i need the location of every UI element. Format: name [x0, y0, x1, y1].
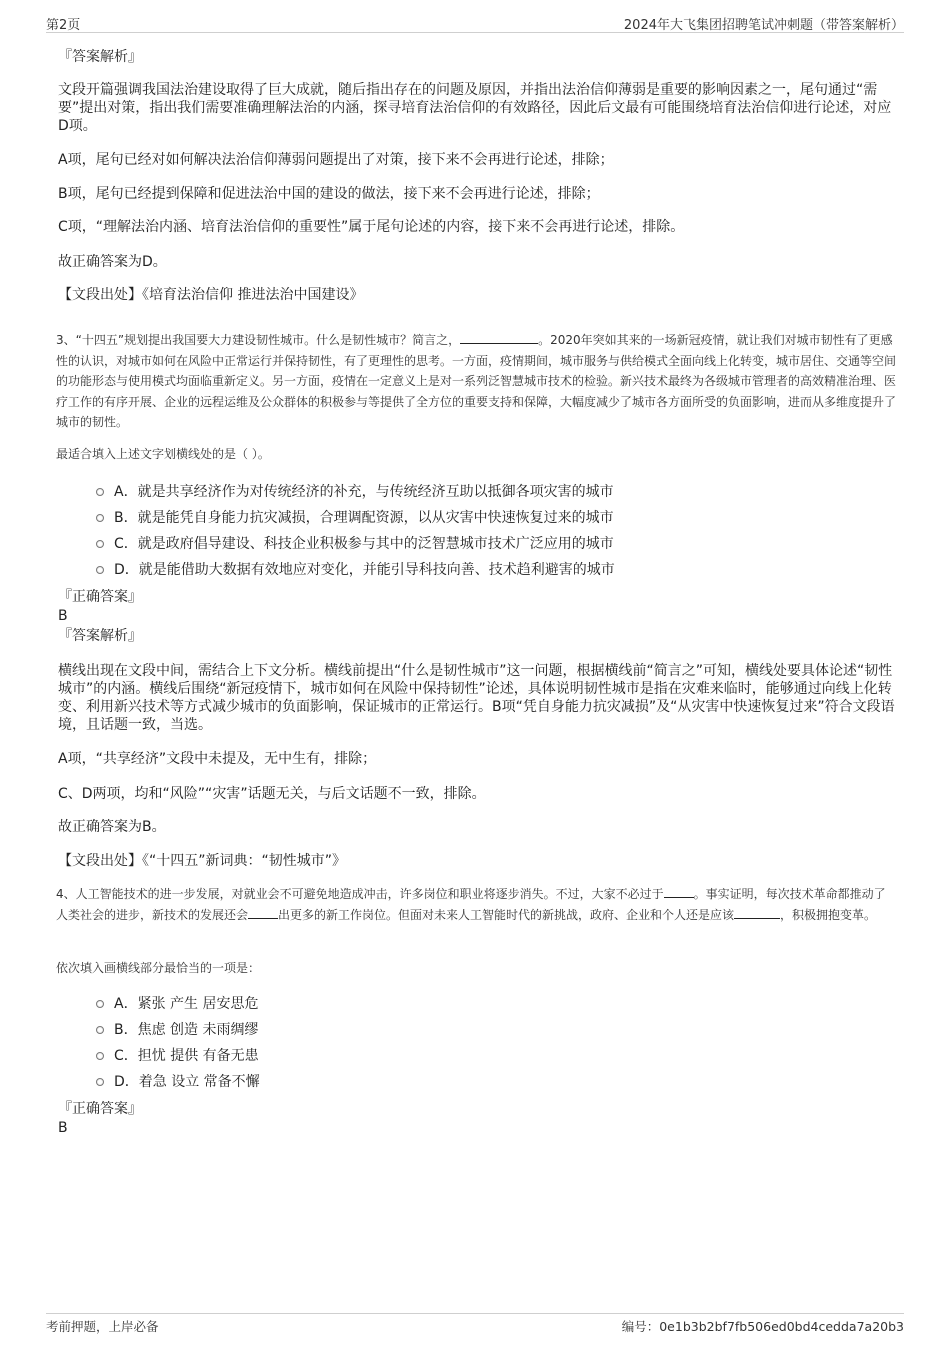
q4-option-d[interactable]	[96, 1069, 876, 1095]
document-title: 2024年大飞集团招聘笔试冲刺题（带答案解析）	[623, 18, 904, 33]
q2-analysis-option-a: A项，尾句已经对如何解决法治信仰薄弱问题提出了对策，接下来不会再进行论述，排除；	[58, 152, 614, 168]
radio-icon[interactable]	[96, 514, 104, 522]
q3-source: 【文段出处】《“十四五”新词典：“韧性城市”》	[58, 853, 347, 869]
document-code-value: 0e1b3b2bf7fb506ed0bd4cedda7a20b3	[659, 1319, 904, 1334]
q3-options	[96, 479, 876, 583]
q3-conclusion: 故正确答案为B。	[58, 819, 166, 835]
q4-blank-1	[664, 884, 694, 898]
page-header	[46, 14, 904, 33]
q4-stem-part-3: 出更多的新工作岗位。但面对未来人工智能时代的新挑战，政府、企业和个人还是应该	[278, 907, 735, 922]
document-code-label: 编号：	[621, 1319, 660, 1334]
radio-icon[interactable]	[96, 1052, 104, 1060]
q3-answer-title: 『正确答案』	[58, 589, 142, 605]
q4-stem-part-2: 。事实证明，每次技术革命都推动了人类社会的进步，新技术的发展还会	[56, 887, 886, 922]
q3-option-b[interactable]	[96, 505, 876, 531]
q2-analysis-option-c: C项，“理解法治内涵、培育法治信仰的重要性”属于尾句论述的内容，接下来不会再进行论述，排除。	[58, 219, 685, 235]
q2-analysis-paragraph: 文段开篇强调我国法治建设取得了巨大成就，随后指出存在的问题及原因，并指出法治信仰薄弱是重要的影响因素之一，尾句通过“需要”提出对策，指出我们需要准确理解法治的内涵，探寻培育法治信仰的有效路径，因此后文最有可能围绕培育法治信仰进行论述，对应D项。	[58, 82, 892, 134]
footer-slogan: 考前押题，上岸必备	[46, 1319, 159, 1334]
q3-option-d-label: D．就是能借助大数据有效地应对变化，并能引导科技向善、技术趋利避害的城市	[114, 562, 615, 578]
q4-options	[96, 991, 876, 1095]
q4-option-b-label: B．焦虑 创造 未雨绸缪	[114, 1022, 259, 1038]
q2-conclusion: 故正确答案为D。	[58, 254, 167, 270]
radio-icon[interactable]	[96, 1000, 104, 1008]
q4-option-c-label: C．担忧 提供 有备无患	[114, 1048, 259, 1064]
q4-answer-title: 『正确答案』	[58, 1101, 142, 1117]
q4-option-a[interactable]	[96, 991, 876, 1017]
q3-option-a[interactable]	[96, 479, 876, 505]
radio-icon[interactable]	[96, 540, 104, 548]
q4-blank-2	[248, 905, 278, 919]
q4-option-b[interactable]	[96, 1017, 876, 1043]
q3-prompt: 最适合填入上述文字划横线处的是（ ）。	[56, 447, 270, 461]
q4-answer: B	[58, 1120, 68, 1136]
page-number: 第2页	[46, 18, 81, 33]
q3-analysis-paragraph: 横线出现在文段中间，需结合上下文分析。横线前提出“什么是韧性城市”这一问题，根据横线前“简言之”可知，横线处要具体论述“韧性城市”的内涵。横线后围绕“新冠疫情下，城市如何在风险中保持韧性”论述，具体说明韧性城市是指在灾难来临时，能够通过向线上化转变、利用新兴技术等方式减少城市的负面影响，保证城市的正常运行。B项“凭自身能力抗灾减损”及“从灾害中快速恢复过来”符合文段语境，且话题一致，当选。	[58, 663, 895, 733]
q3-stem-before: 3、“十四五”规划提出我国要大力建设韧性城市。什么是韧性城市？简言之，	[56, 333, 461, 347]
q3-option-c-label: C．就是政府倡导建设、科技企业积极参与其中的泛智慧城市技术广泛应用的城市	[114, 536, 614, 552]
radio-icon[interactable]	[96, 566, 104, 574]
q3-option-b-label: B．就是能凭自身能力抗灾减损，合理调配资源，以从灾害中快速恢复过来的城市	[114, 510, 614, 526]
q3-answer: B	[58, 608, 68, 624]
page-footer	[46, 1313, 904, 1334]
q4-stem-part-4: ，积极拥抱变革。	[780, 907, 877, 922]
document-code	[622, 1317, 904, 1335]
q3-analysis-option-cd: C、D两项，均和“风险”“灾害”话题无关，与后文话题不一致，排除。	[58, 786, 486, 802]
q4-stem-part-1: 4、人工智能技术的进一步发展，对就业会不可避免地造成冲击，许多岗位和职业将逐步消失。不过，大家不必过于	[56, 887, 664, 901]
radio-icon[interactable]	[96, 1078, 104, 1086]
q4-option-c[interactable]	[96, 1043, 876, 1069]
q2-analysis-option-b: B项，尾句已经提到保障和促进法治中国的建设的做法，接下来不会再进行论述，排除；	[58, 186, 600, 202]
q2-analysis-title: 『答案解析』	[58, 49, 142, 65]
q4-option-d-label: D．着急 设立 常备不懈	[114, 1074, 260, 1090]
q3-option-c[interactable]	[96, 531, 876, 557]
q3-analysis-option-a: A项，“共享经济”文段中未提及，无中生有，排除；	[58, 751, 377, 767]
radio-icon[interactable]	[96, 488, 104, 496]
q3-option-d[interactable]	[96, 557, 876, 583]
q4-blank-3	[734, 905, 780, 919]
q4-stem	[56, 884, 896, 925]
radio-icon[interactable]	[96, 1026, 104, 1034]
q3-stem	[56, 330, 896, 433]
q2-source: 【文段出处】《培育法治信仰 推进法治中国建设》	[58, 287, 364, 303]
q4-prompt: 依次填入画横线部分最恰当的一项是：	[56, 961, 261, 975]
q3-blank	[460, 330, 538, 344]
q3-option-a-label: A．就是共享经济作为对传统经济的补充，与传统经济互助以抵御各项灾害的城市	[114, 484, 614, 500]
q3-stem-after: 。2020年突如其来的一场新冠疫情，就让我们对城市韧性有了更感性的认识，对城市如何在风险中正常运行并保持韧性，有了更理性的思考。一方面，疫情期间，城市服务与供给模式全面向线上化转变，城市居住、交通等空间的功能形态与使用模式均面临重新定义。另一方面，疫情在一定意义上是对一系列泛智慧城市技术的检验。新兴技术最终为各级城市管理者的高效精准治理、医疗工作的有序开展、企业的远程运维及公众群体的积极参与等提供了全方位的重要支持和保障，大幅度减少了城市各方面所受的负面影响，进而从多维度提升了城市的韧性。	[56, 333, 897, 429]
q4-option-a-label: A．紧张 产生 居安思危	[114, 996, 259, 1012]
q3-analysis-title: 『答案解析』	[58, 628, 142, 644]
